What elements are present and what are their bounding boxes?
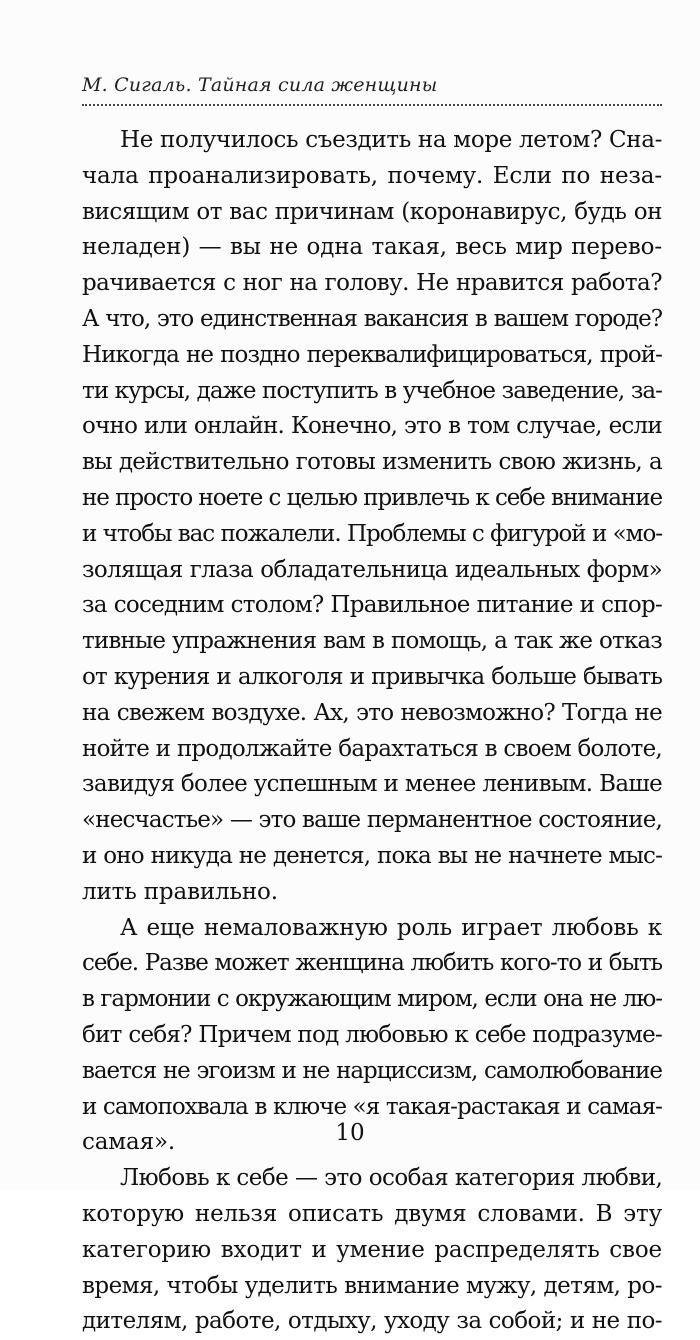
text-line: висящим от вас причинам (коронавирус, будь он bbox=[82, 198, 662, 225]
header-dotted-rule bbox=[82, 104, 662, 106]
text-line: ти курсы, даже поступить в учебное заведение, за- bbox=[82, 377, 662, 404]
text-line: Не получилось съездить на море летом? Сна- bbox=[120, 127, 662, 153]
text-line: бит себя? Причем под любовью к себе подразуме- bbox=[82, 1021, 662, 1048]
text-line: рачивается с ног на голову. Не нравится работа? bbox=[82, 270, 662, 297]
page-number: 10 bbox=[335, 1120, 365, 1146]
text-line: чала проанализировать, почему. Если по неза- bbox=[82, 162, 662, 189]
text-line: дителям, работе, отдыху, уходу за собой; и не по- bbox=[82, 1308, 662, 1335]
text-line: нойте и продолжайте барахтаться в своем болоте, bbox=[82, 735, 662, 762]
text-line: самая». bbox=[82, 1129, 176, 1156]
text-line: А что, это единственная вакансия в вашем городе? bbox=[82, 305, 662, 332]
text-line: и чтобы вас пожалели. Проблемы с фигурой и «мо- bbox=[82, 520, 662, 547]
text-line: «несчастье» — это ваше перманентное состояние, bbox=[82, 807, 662, 834]
text-line: за соседним столом? Правильное питание и спор- bbox=[82, 592, 662, 619]
text-line: вы действительно готовы изменить свою жизнь, а bbox=[82, 449, 662, 476]
text-line: неладен) — вы не одна такая, весь мир перево- bbox=[82, 234, 662, 261]
text-line: вается не эгоизм и не нарциссизм, самолюбование bbox=[82, 1057, 662, 1084]
text-line: очно или онлайн. Конечно, это в том случае, если bbox=[82, 413, 662, 440]
text-line: от курения и алкоголя и привычка больше бывать bbox=[82, 663, 662, 690]
text-line: категорию входит и умение распределять свое bbox=[82, 1236, 662, 1263]
text-line: завидуя более успешным и менее ленивым. Ваше bbox=[82, 771, 663, 798]
text-line: и самопохвала в ключе «я такая-растакая и самая- bbox=[82, 1093, 662, 1120]
running-head: М. Сигаль. Тайная сила женщины bbox=[82, 74, 438, 96]
text-line: в гармонии с окружающим миром, если она не лю- bbox=[82, 986, 662, 1013]
text-line: Любовь к себе — это особая категория любви, bbox=[120, 1165, 663, 1192]
text-line: и оно никуда не денется, пока вы не начнете мыс- bbox=[82, 842, 662, 869]
body-text bbox=[82, 123, 662, 1340]
text-line: время, чтобы уделить внимание мужу, детям, ро- bbox=[82, 1272, 662, 1299]
text-line: не просто ноете с целью привлечь к себе внимание bbox=[82, 484, 663, 511]
text-line: лить правильно. bbox=[82, 878, 278, 905]
text-line: которую нельзя описать двумя словами. В эту bbox=[82, 1200, 662, 1227]
text-line: себе. Разве может женщина любить кого-то и быть bbox=[82, 950, 662, 977]
text-line: Никогда не поздно переквалифицироваться, прой- bbox=[82, 341, 662, 368]
text-line: тивные упражнения вам в помощь, а так же отказ bbox=[82, 628, 662, 655]
text-line: А еще немаловажную роль играет любовь к bbox=[120, 914, 662, 941]
text-line: золящая глаза обладательница идеальных форм» bbox=[82, 556, 662, 583]
text-line: на свежем воздухе. Ах, это невозможно? Тогда не bbox=[82, 699, 662, 726]
